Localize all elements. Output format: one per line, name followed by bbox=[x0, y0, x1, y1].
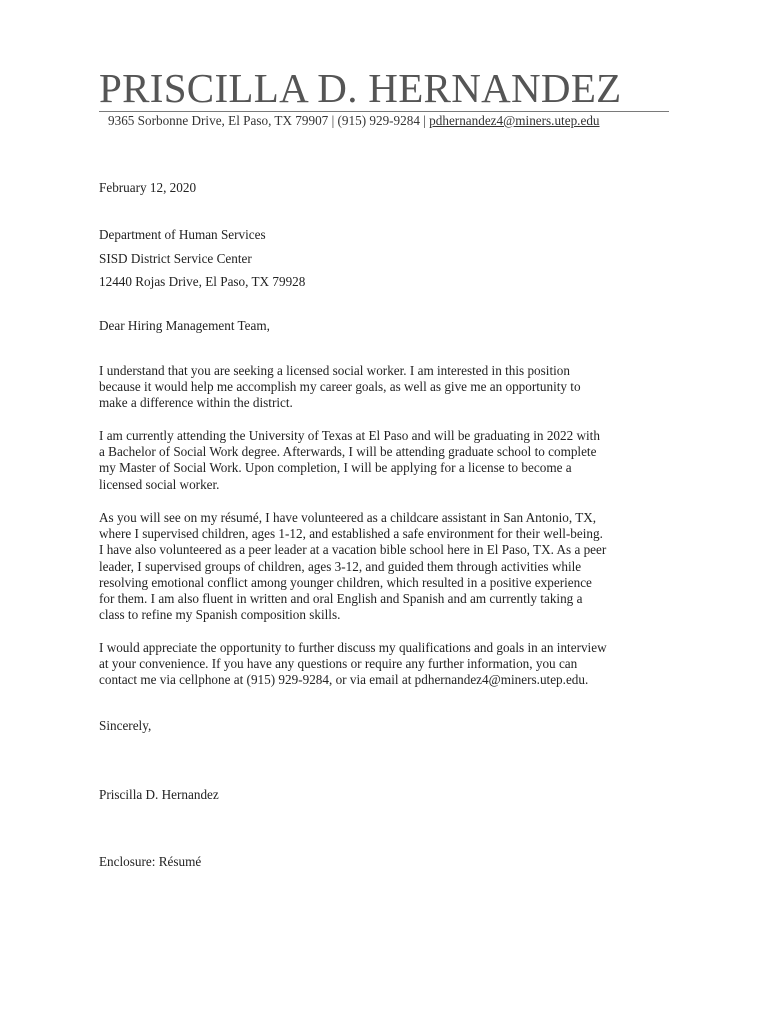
paragraph-line: my Master of Social Work. Upon completion, I will be applying for a license to become a bbox=[99, 460, 572, 476]
sender-contact-line bbox=[108, 113, 600, 129]
paragraph-line: resolving emotional conflict among younger children, which resulted in a positive experience bbox=[99, 574, 592, 590]
body-paragraph-2 bbox=[99, 428, 659, 493]
paragraph-line: class to refine my Spanish composition skills. bbox=[99, 607, 341, 623]
paragraph-line: make a difference within the district. bbox=[99, 395, 293, 411]
paragraph-line: for them. I am also fluent in written and oral English and Spanish and am currently taking a bbox=[99, 591, 583, 607]
paragraph-line: contact me via cellphone at (915) 929-9284, or via email at pdhernandez4@miners.utep.edu. bbox=[99, 672, 589, 688]
body-paragraph-1 bbox=[99, 363, 659, 412]
paragraph-line: As you will see on my résumé, I have volunteered as a childcare assistant in San Antonio, TX, bbox=[99, 510, 597, 525]
enclosure-note: Enclosure: Résumé bbox=[99, 854, 202, 869]
paragraph-line: I am currently attending the University of Texas at El Paso and will be graduating in 2022 with bbox=[99, 428, 600, 443]
paragraph-line: a Bachelor of Social Work degree. Afterwards, I will be attending graduate school to complete bbox=[99, 444, 597, 460]
recipient-line: 12440 Rojas Drive, El Paso, TX 79928 bbox=[99, 274, 306, 289]
paragraph-line: where I supervised children, ages 1-12, and established a safe environment for their well-being. bbox=[99, 526, 603, 542]
paragraph-line: licensed social worker. bbox=[99, 476, 220, 492]
sender-email-link[interactable]: pdhernandez4@miners.utep.edu bbox=[429, 113, 600, 128]
contact-separator: | bbox=[328, 113, 338, 128]
salutation: Dear Hiring Management Team, bbox=[99, 318, 270, 333]
recipient-line: SISD District Service Center bbox=[99, 250, 252, 266]
paragraph-line: leader, I supervised groups of children, ages 3-12, and guided them through activities while bbox=[99, 558, 582, 574]
recipient-line: Department of Human Services bbox=[99, 227, 266, 242]
paragraph-line: because it would help me accomplish my career goals, as well as give me an opportunity to bbox=[99, 379, 581, 395]
body-paragraph-3 bbox=[99, 510, 659, 623]
body-paragraph-4 bbox=[99, 640, 659, 689]
paragraph-line: I would appreciate the opportunity to further discuss my qualifications and goals in an interview bbox=[99, 640, 607, 655]
paragraph-line: I have also volunteered as a peer leader at a vacation bible school here in El Paso, TX. As a peer bbox=[99, 542, 607, 558]
contact-separator: | bbox=[419, 113, 430, 128]
sender-address: 9365 Sorbonne Drive, El Paso, TX 79907 bbox=[108, 113, 329, 128]
sender-phone: (915) 929-9284 bbox=[337, 113, 420, 128]
letter-date: February 12, 2020 bbox=[99, 180, 197, 195]
header-divider bbox=[99, 111, 669, 112]
sender-name: PRISCILLA D. HERNANDEZ bbox=[99, 65, 622, 111]
paragraph-line: I understand that you are seeking a licensed social worker. I am interested in this position bbox=[99, 363, 570, 378]
recipient-address bbox=[99, 223, 659, 294]
paragraph-line: at your convenience. If you have any questions or require any further information, you can bbox=[99, 656, 578, 672]
closing: Sincerely, bbox=[99, 718, 152, 733]
signature-name: Priscilla D. Hernandez bbox=[99, 787, 219, 802]
